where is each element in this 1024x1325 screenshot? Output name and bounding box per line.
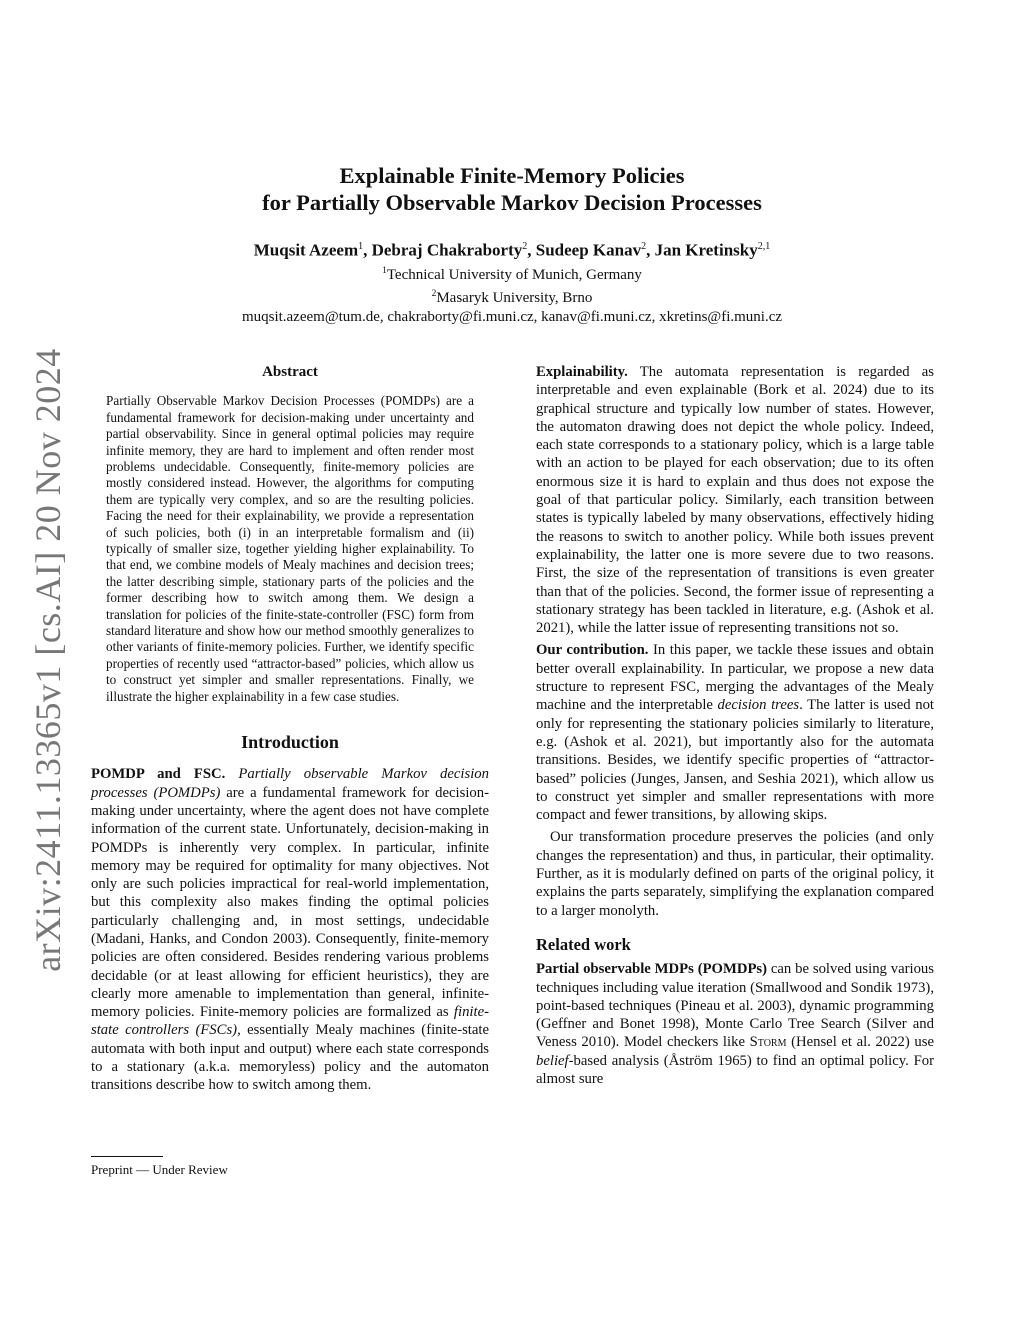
abstract-heading: Abstract (262, 364, 318, 380)
intro-paragraph-pomdp-fsc (91, 765, 489, 1094)
introduction-heading: Introduction (241, 732, 339, 753)
emphasis-text: Partially observable Markov decision processes (POMDPs) (91, 766, 489, 801)
footnote-divider (91, 1156, 163, 1157)
emphasis-text: finite-state controllers (FSCs) (91, 1004, 489, 1039)
author-separator: , (363, 240, 372, 260)
affiliation-text: Technical University of Munich, Germany (386, 266, 642, 283)
footnote: Preprint — Under Review (91, 1162, 228, 1177)
author-affiliation-mark: 2 (641, 241, 647, 252)
paragraph-lead: Explainability. (536, 364, 628, 380)
paper-title-line-2: for Partially Observable Markov Decision Processes (262, 190, 762, 215)
intro-paragraph-explainability (536, 363, 934, 637)
paragraph-text: -based analysis (Åström 1965) to find an optimal policy. For almost sure (536, 1052, 934, 1087)
author-emails: muqsit.azeem@tum.de, chakraborty@fi.muni.cz, kanav@fi.muni.cz, xkretins@fi.muni.cz (241, 308, 783, 325)
affiliation-text: Masaryk University, Brno (436, 289, 593, 306)
paragraph-lead: POMDP and FSC. (91, 766, 226, 783)
author-name: Muqsit Azeem (253, 240, 359, 260)
paragraph-text: can be solved using various techniques including value iteration (Smallwood and Sondik 1973), point-based techniques (Pineau et al. 2003), dynamic programming (Geffner and Bonet 1998), Monte Carlo Tree Search (Silver and Veness 2010). Model checkers like (536, 961, 934, 1051)
intro-paragraph-transformation: Our transformation procedure preserves the policies (and only changes the representation) and thus, in particular, their optimality. Further, as it is modularly defined on parts of the original policy, it explains the parts separately, simplifying the explanation compared to a larger monolyth. (536, 829, 934, 919)
affiliation (0, 285, 1024, 308)
author-affiliation-mark: 2 (522, 241, 528, 252)
related-work-heading: Related work (536, 934, 631, 954)
author-list (0, 236, 1024, 262)
affiliation-number: 2 (431, 288, 437, 299)
tool-name: Storm (749, 1034, 787, 1051)
right-column (536, 363, 934, 1092)
paragraph-text: , essentially Mealy machines (finite-state automata with both input and output) where each state corresponds to a stationary (a.k.a. memoryless) policy and the automaton transitions describe how to switch among them. (91, 1022, 489, 1094)
related-work-paragraph (536, 960, 934, 1088)
author-name: Jan Kretinsky (654, 240, 758, 260)
paragraph-lead: Partial observable MDPs (POMDPs) (536, 961, 768, 978)
author-name: Debraj Chakraborty (371, 240, 523, 260)
paragraph-text: In this paper, we tackle these issues and obtain better overall explainability. In particular, we propose a new data structure to represent FSC, merging the advantages of the Mealy machine and the interpretable (536, 642, 934, 714)
intro-paragraph-contribution (536, 641, 934, 824)
left-column (91, 363, 489, 1099)
paragraph-text: are a fundamental framework for decision-making under uncertainty, where the agent does not have complete information of the current state. Unfortunately, decision-making in POMDPs is inherently very complex. In particular, infinite memory may be required for optimality for many objectives. Not only are such policies impractical for real-world implementation, but this complexity also makes finding the optimal policies particularly challenging and, in most settings, undecidable (Madani, Hanks, and Condon 2003). Consequently, finite-memory policies are often considered. Besides rendering various problems decidable (or at least allowing for efficient heuristics), they are clearly more amenable to implementation than general, infinite-memory policies. Finite-memory policies are formalized as (91, 784, 489, 1021)
paragraph-text: The automata representation is regarded as interpretable and even explainable (Bork et al. 2024) due to its graphical structure and typically low number of states. However, the automaton drawing does not depict the whole policy. Indeed, each state corresponds to a stationary policy, which is a large table with an action to be played for each observation; due to its often enormous size it is hard to explain and thus does not expose the goal of that particular policy. Similarly, each transition between states is typically labeled by many observations, effectively hiding the reasons to switch to another policy. While both issues prevent explainability, the latter one is more severe due to two reasons. First, the size of the representation of transitions is even greater than that of the policies. Second, the former issue of representing a stationary strategy has been tackled in literature, e.g. (Ashok et al. 2021), while the latter issue of representing transitions not so. (536, 364, 934, 637)
title-block (0, 162, 1024, 327)
arxiv-identifier: arXiv:2411.13365v1 [cs.AI] 20 Nov 2024 (28, 348, 68, 972)
author-name: Sudeep Kanav (535, 240, 642, 260)
paragraph-text: . The latter is used not only for representing the stationary policies similarly to literature, e.g. (Ashok et al. 2021), but importantly also for the automata transitions. Besides, we identify specific properties of “attractor-based” policies (Junges, Jansen, and Seshia 2021), which allow us to construct yet simpler and smaller representations with more compact and fewer transitions, by allowing skips. (536, 697, 935, 824)
paragraph-lead: Our contribution. (536, 642, 649, 659)
emphasis-text: decision trees (717, 697, 800, 714)
emphasis-text: belief (536, 1052, 569, 1069)
author-separator: , (527, 240, 536, 260)
author-affiliation-mark: 1 (358, 241, 364, 252)
affiliation-number: 1 (382, 265, 387, 276)
author-separator: , (646, 240, 655, 260)
abstract-text: Partially Observable Markov Decision Processes (POMDPs) are a fundamental framework for decision-making under uncertainty and partial observability. Since in general optimal policies may require infinite memory, they are hard to implement and often render most problems undecidable. Consequently, finite-memory policies are mostly considered instead. However, the algorithms for computing them are typically very complex, and so are the resulting policies. Facing the need for their explainability, we provide a representation of such policies, both (i) in an interpretable formalism and (ii) typically of smaller size, together yielding higher explainability. To that end, we combine models of Mealy machines and decision trees; the latter describing simple, stationary parts of the policies and the former describing how to switch among them. We design a translation for policies of the finite-state-controller (FSC) form from standard literature and show how our method smoothly generalizes to other variants of finite-memory policies. Further, we identify specific properties of recently used “attractor-based” policies, which allow us to construct yet simpler and smaller representations. Finally, we illustrate the higher explainability in a few case studies. (106, 393, 474, 704)
author-affiliation-mark: 2,1 (757, 241, 771, 252)
paragraph-text: (Hensel et al. 2022) use (786, 1034, 934, 1051)
paper-title-line-1: Explainable Finite-Memory Policies (339, 163, 685, 188)
affiliation (0, 262, 1024, 285)
